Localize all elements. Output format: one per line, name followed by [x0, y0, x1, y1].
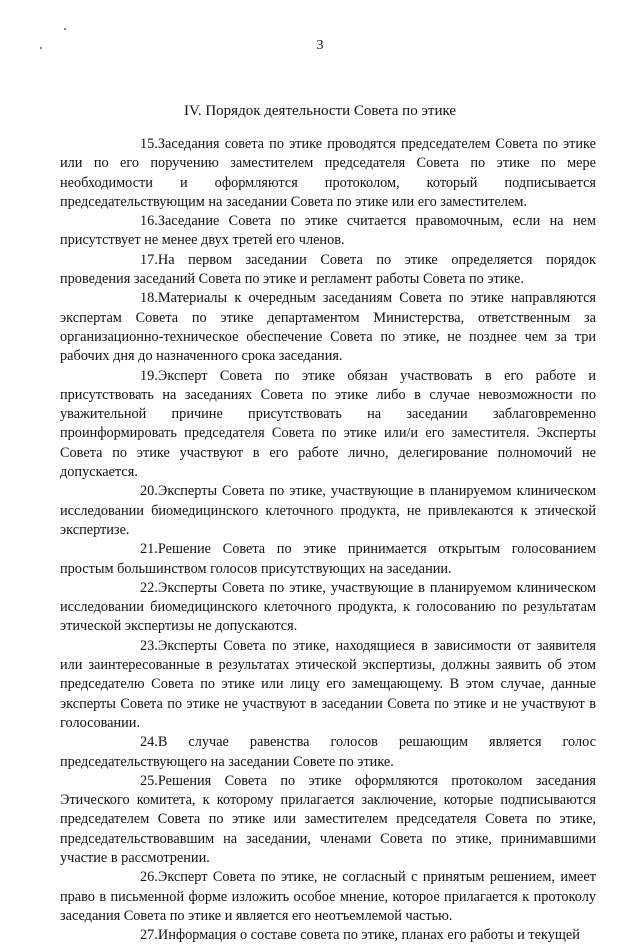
paragraph-21	[60, 540, 596, 579]
paragraph-27	[60, 926, 596, 945]
paragraph-19	[60, 367, 596, 483]
paragraph-26	[60, 868, 596, 926]
paragraph-number: 24.	[140, 734, 158, 751]
paragraph-number: 20.	[140, 483, 158, 500]
paragraph-number: 21.	[140, 541, 158, 558]
paragraph-text: В случае равенства голосов решающим является голос председательствующего на заседании Совете по этике.	[60, 734, 596, 770]
paragraph-16	[60, 212, 596, 251]
paragraph-15	[60, 135, 596, 212]
paragraph-text: Информация о составе совета по этике, планах его работы и текущей	[157, 927, 580, 944]
paragraph-text: Эксперт Совета по этике, не согласный с принятым решением, имеет право в письменной форме изложить особое мнение, которое прилагается к протоколу заседания Совета по этике и является его неотъемлемой частью.	[60, 869, 596, 924]
paragraph-23	[60, 637, 596, 733]
paragraph-number: 15.	[140, 136, 158, 152]
paragraph-number: 27.	[140, 927, 158, 944]
paragraph-18	[60, 289, 596, 366]
paragraph-number: 16.	[140, 213, 158, 230]
paragraph-25	[60, 772, 596, 868]
paragraph-text: На первом заседании Совета по этике определяется порядок проведения заседаний Совета по этике и регламент работы Совета по этике.	[60, 251, 596, 288]
paragraph-text: Заседания совета по этике проводятся председателем Совета по этике или по его поручению заместителем председателя Совета по этике по мере необходимости и оформляются протоколом, который подписывается председательствующим на заседании Совета по этике или его заместителем.	[60, 136, 596, 210]
paragraph-number: 22.	[140, 579, 158, 596]
page-number: 3	[316, 38, 324, 53]
paragraph-text: Заседание Совета по этике считается правомочным, если на нем присутствует не менее двух третей его членов.	[60, 213, 596, 249]
paragraph-text: Эксперты Совета по этике, участвующие в планируемом клиническом исследовании биомедицинского клеточного продукта, к голосованию по результатам этической экспертизы не допускаются.	[60, 579, 596, 635]
paragraph-text: Эксперты Совета по этике, участвующие в планируемом клиническом исследовании биомедицинского клеточного продукта, не привлекаются к этической экспертизе.	[60, 483, 596, 538]
paragraph-number: 17.	[140, 251, 158, 268]
paragraph-number: 25.	[140, 772, 158, 789]
paragraph-24	[60, 733, 596, 772]
paragraph-22	[60, 579, 596, 637]
paragraph-number: 23.	[140, 637, 158, 654]
paragraph-17	[60, 251, 596, 290]
paragraph-number: 18.	[140, 290, 158, 307]
paragraph-number: 26.	[140, 869, 158, 886]
paragraph-text: Эксперт Совета по этике обязан участвовать в его работе и присутствовать на заседаниях Совета по этике либо в случае невозможности по уважительной причине присутствовать на заседании заблаговременно проинформировать председателя Совета по этике или/и его заместителя. Эксперты Совета по этике участвуют в его работе лично, делегирование полномочий не допускается.	[60, 367, 596, 481]
paragraph-number: 19.	[140, 367, 158, 384]
paragraph-text: Материалы к очередным заседаниям Совета по этике направляются экспертам Совета по этике департаментом Министерства, ответственным за организационно-техническое обеспечение Совета по этике, не позднее чем за три рабочих дня до назначенного срока заседания.	[60, 290, 596, 365]
document-body	[60, 135, 596, 945]
paragraph-text: Решения Совета по этике оформляются протоколом заседания Этического комитета, к которому прилагается заключение, которые подписываются председателем Совета по этике или заместителем председателя Совета по этике, председательствовавшим на заседании, членами Совета по этике, принимавшими участие в рассмотрении.	[60, 772, 596, 866]
paragraph-text: Эксперты Совета по этике, находящиеся в зависимости от заявителя или заинтересованные в результатах этической экспертизы, должны заявить об этом председателю Совета по этике или лицу его замещающему. В этом случае, данные эксперты Совета по этике не участвуют в заседании Совета по этике и не участвуют в голосовании.	[60, 637, 596, 731]
section-title: IV. Порядок деятельности Совета по этике	[183, 103, 457, 119]
paragraph-20	[60, 482, 596, 540]
scan-speck	[64, 28, 66, 30]
paragraph-text: Решение Совета по этике принимается открытым голосованием простым большинством голосов присутствующих на заседании.	[60, 541, 596, 577]
